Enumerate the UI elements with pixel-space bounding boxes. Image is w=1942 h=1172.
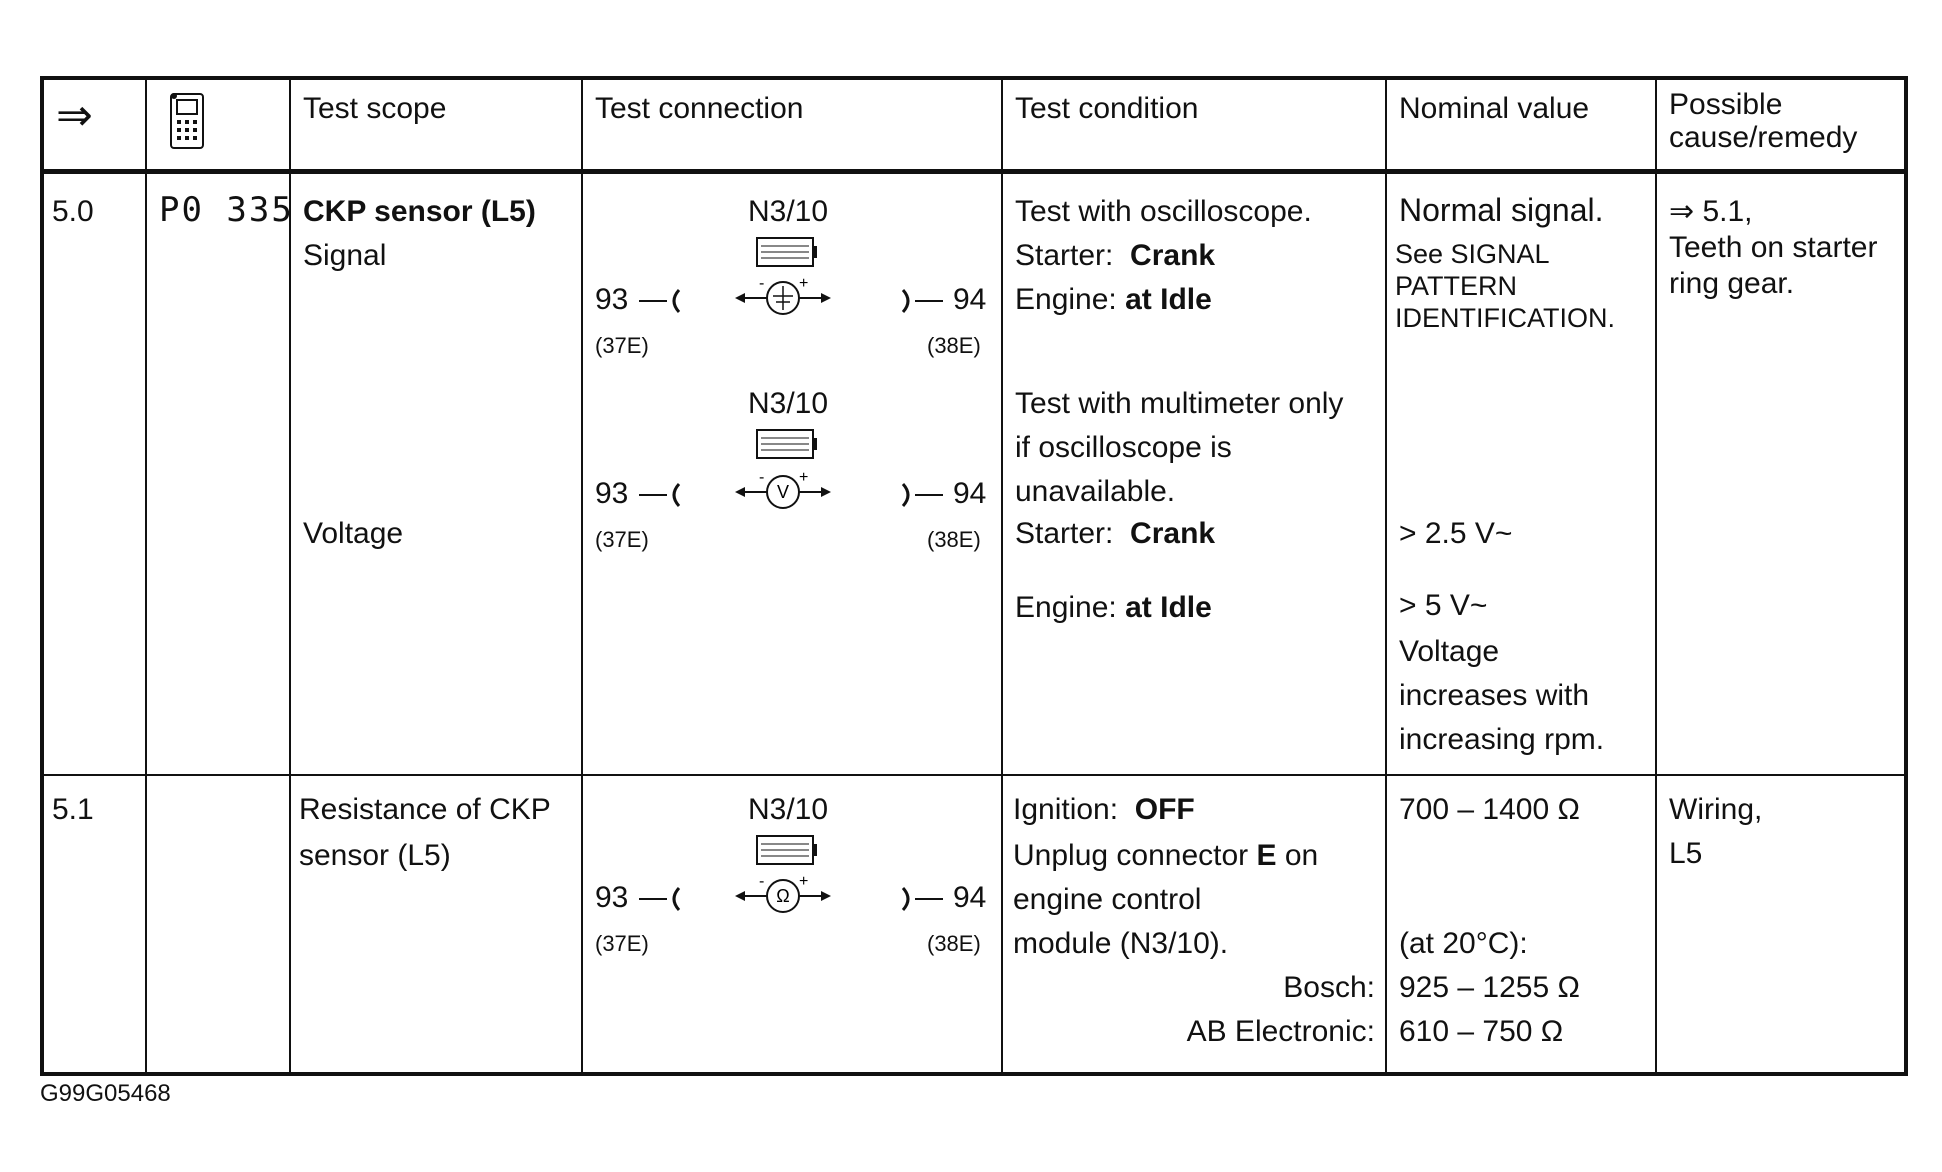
table-header [42, 78, 1906, 172]
nominal-line: IDENTIFICATION. [1395, 303, 1615, 333]
right-pin-sub: (38E) [927, 333, 981, 358]
condition-line: unavailable. [1015, 475, 1176, 508]
svg-text:+: + [799, 469, 809, 486]
ohmmeter-icon [733, 872, 833, 918]
table-row [42, 172, 1906, 776]
svg-text:-: - [759, 469, 765, 486]
fault-code: P0 335 [159, 190, 294, 230]
diagnostic-table [40, 76, 1908, 1076]
nominal-line: > 5 V~ [1399, 589, 1488, 622]
cause-cell [1656, 775, 1906, 1074]
cause-link[interactable]: ⇒ 5.1, [1669, 195, 1753, 228]
nominal-line: Normal signal. [1399, 192, 1604, 228]
table-row [42, 775, 1906, 1074]
svg-text:+: + [799, 275, 809, 292]
step-cell [42, 172, 146, 776]
condition-cell [1002, 775, 1386, 1074]
nominal-line: Voltage [1399, 635, 1500, 668]
condition-line: Starter: Crank [1015, 517, 1216, 550]
condition-line: Engine: at Idle [1015, 283, 1212, 316]
module-label: N3/10 [748, 195, 829, 228]
condition-line: Ignition: OFF [1013, 793, 1195, 826]
right-pin-sub: (38E) [927, 931, 981, 956]
condition-line: Engine: at Idle [1015, 591, 1212, 624]
ecu-connector-icon [751, 832, 821, 868]
module-label: N3/10 [748, 793, 829, 826]
nominal-line: See SIGNAL [1395, 239, 1550, 269]
plug-right-icon [893, 286, 943, 316]
nominal-line: increasing rpm. [1399, 723, 1605, 756]
condition-line: if oscilloscope is [1015, 431, 1232, 464]
voltmeter-icon [733, 468, 833, 514]
condition-line: Starter: Crank [1015, 239, 1216, 272]
left-pin: 93 [595, 477, 629, 510]
ecu-connector-icon [751, 234, 821, 270]
step-number: 5.1 [52, 793, 94, 826]
ecu-connector-icon [751, 426, 821, 462]
right-pin: 94 [953, 477, 987, 510]
module-label: N3/10 [748, 387, 829, 420]
header-cause-line1: Possible [1669, 88, 1783, 121]
nominal-line: 700 – 1400 Ω [1399, 793, 1580, 826]
header-arrow: ⇒ [42, 78, 146, 172]
condition-line: Unplug connector E on [1013, 839, 1319, 872]
oscilloscope-icon [733, 274, 833, 320]
meter-symbol: Ω [776, 886, 790, 906]
nominal-line: 610 – 750 Ω [1399, 1015, 1564, 1048]
nominal-line: PATTERN [1395, 271, 1518, 301]
nominal-cell [1386, 172, 1656, 776]
nominal-cell [1386, 775, 1656, 1074]
scope-line: Resistance of CKP [299, 793, 551, 826]
left-pin: 93 [595, 881, 629, 914]
figure-id: G99G05468 [40, 1080, 171, 1107]
cause-line: Wiring, [1669, 793, 1763, 826]
condition-line: module (N3/10). [1013, 927, 1229, 960]
code-cell [146, 172, 294, 776]
right-pin: 94 [953, 881, 987, 914]
plug-left-icon [639, 884, 689, 914]
scope-title: CKP sensor (L5) [303, 195, 536, 228]
condition-line: Test with oscilloscope. [1015, 195, 1312, 228]
scope-voltage: Voltage [303, 517, 404, 550]
step-cell [42, 775, 146, 1074]
header-test-condition: Test condition [1002, 78, 1386, 172]
code-cell [146, 775, 290, 1074]
left-pin-sub: (37E) [595, 931, 649, 956]
scope-cell [290, 775, 582, 1074]
header-test-scope: Test scope [290, 78, 582, 172]
left-pin-sub: (37E) [595, 333, 649, 358]
plug-right-icon [893, 884, 943, 914]
nominal-line: increases with [1399, 679, 1590, 712]
right-pin: 94 [953, 283, 987, 316]
header-tester [146, 78, 290, 172]
condition-cell [1002, 172, 1386, 776]
condition-line: Bosch: [1283, 971, 1375, 1004]
meter-symbol: V [776, 482, 790, 502]
left-pin-sub: (37E) [595, 527, 649, 552]
connection-cell [582, 775, 1002, 1074]
cause-line: L5 [1669, 837, 1703, 870]
header-possible-cause [1656, 78, 1906, 172]
svg-text:+: + [799, 873, 809, 890]
scope-cell [290, 172, 582, 776]
cause-line: ring gear. [1669, 267, 1795, 300]
svg-text:-: - [759, 873, 765, 890]
handheld-tester-icon [147, 80, 291, 164]
cause-cell [1656, 172, 1906, 776]
connection-cell [582, 172, 1002, 776]
left-pin: 93 [595, 283, 629, 316]
right-pin-sub: (38E) [927, 527, 981, 552]
condition-line: engine control [1013, 883, 1202, 916]
scope-line: sensor (L5) [299, 839, 451, 872]
header-nominal-value: Nominal value [1386, 78, 1656, 172]
plug-left-icon [639, 286, 689, 316]
nominal-line: 925 – 1255 Ω [1399, 971, 1580, 1004]
scope-signal: Signal [303, 239, 387, 272]
header-test-connection: Test connection [582, 78, 1002, 172]
svg-text:-: - [759, 275, 765, 292]
plug-right-icon [893, 480, 943, 510]
cause-line: Teeth on starter [1669, 231, 1878, 264]
step-number: 5.0 [52, 195, 94, 228]
nominal-line: (at 20°C): [1399, 927, 1528, 960]
header-cause-line2: cause/remedy [1669, 121, 1858, 154]
plug-left-icon [639, 480, 689, 510]
condition-line: Test with multimeter only [1015, 387, 1344, 420]
condition-line: AB Electronic: [1186, 1015, 1375, 1048]
nominal-line: > 2.5 V~ [1399, 517, 1513, 550]
